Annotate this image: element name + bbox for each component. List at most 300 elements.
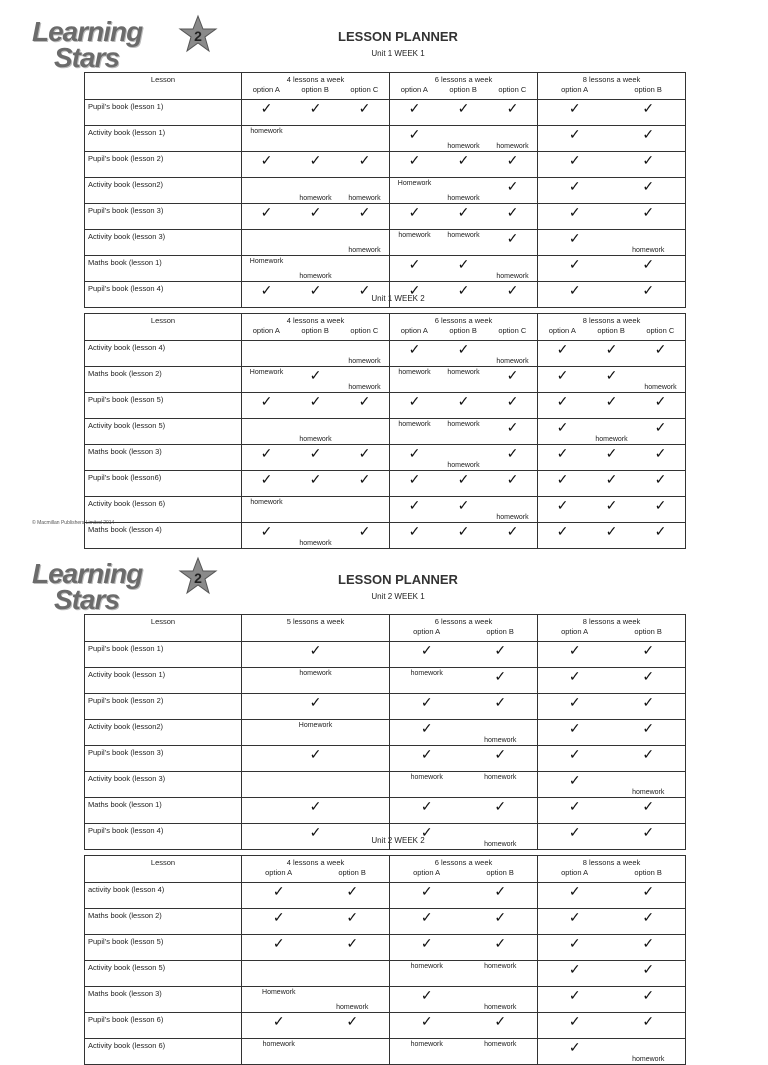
homework-label: homework <box>632 789 665 796</box>
cell-slot <box>439 523 488 548</box>
check-icon: ✓ <box>408 152 421 168</box>
cell-slot <box>390 720 464 745</box>
cell-slot <box>488 471 537 496</box>
plan-cell <box>242 126 390 152</box>
check-icon: ✓ <box>457 497 470 513</box>
lesson-name: Pupil’s book (lesson 1) <box>85 642 242 668</box>
check-icon: ✓ <box>605 445 618 461</box>
group-label: 4 lessons a week <box>286 316 345 325</box>
cell-slot <box>538 798 612 823</box>
cell-slot <box>242 694 389 719</box>
check-icon: ✓ <box>494 798 507 814</box>
cell-slot <box>612 961 686 986</box>
homework-label: homework <box>496 143 529 150</box>
star-level-icon <box>178 556 218 596</box>
plan-cell <box>390 367 538 393</box>
check-icon: ✓ <box>642 152 655 168</box>
plan-cell <box>538 798 686 824</box>
check-icon: ✓ <box>408 341 421 357</box>
plan-cell <box>242 883 390 909</box>
homework-label: Homework <box>262 989 296 996</box>
cell-slot <box>390 497 439 522</box>
check-icon: ✓ <box>642 746 655 762</box>
cell-slot <box>587 393 636 418</box>
plan-cell <box>242 100 390 126</box>
plan-cell <box>538 909 686 935</box>
cell-slot <box>612 126 686 151</box>
check-icon: ✓ <box>309 642 322 658</box>
homework-label: homework <box>250 128 283 135</box>
plan-cell <box>242 668 390 694</box>
check-icon: ✓ <box>457 152 470 168</box>
check-icon: ✓ <box>568 1039 581 1055</box>
group-label: 5 lessons a week <box>286 617 345 626</box>
check-icon: ✓ <box>642 642 655 658</box>
cell-slot <box>538 720 612 745</box>
check-icon: ✓ <box>642 694 655 710</box>
check-icon: ✓ <box>408 445 421 461</box>
homework-label: homework <box>410 670 443 677</box>
cell-slot <box>242 883 316 908</box>
cell-slot <box>538 100 612 125</box>
plan-cell <box>538 204 686 230</box>
cell-slot <box>612 909 686 934</box>
plan-cell <box>538 282 686 308</box>
lesson-name: Pupil’s book (lesson 6) <box>85 1013 242 1039</box>
table-row <box>85 419 686 445</box>
check-icon: ✓ <box>506 523 519 539</box>
cell-slot <box>291 393 340 418</box>
lesson-table-unit2-week1 <box>84 614 686 850</box>
cell-slot <box>390 126 439 151</box>
cell-slot <box>612 282 686 307</box>
plan-cell <box>390 126 538 152</box>
lesson-table-unit1-week2 <box>84 313 686 549</box>
option-label: option B <box>634 868 662 877</box>
cell-slot <box>488 445 537 470</box>
check-icon: ✓ <box>568 1013 581 1029</box>
cell-slot <box>291 152 340 177</box>
cell-slot <box>612 798 686 823</box>
section-subtitle: Unit 2 WEEK 2 <box>371 836 425 845</box>
lesson-name: Pupil’s book (lesson 4) <box>85 282 242 308</box>
check-icon: ✓ <box>260 471 273 487</box>
check-icon: ✓ <box>358 204 371 220</box>
check-icon: ✓ <box>568 204 581 220</box>
column-header-lesson: Lesson <box>85 856 242 883</box>
lesson-name: Pupil’s book (lesson 5) <box>85 393 242 419</box>
plan-cell <box>390 393 538 419</box>
plan-cell <box>242 393 390 419</box>
check-icon: ✓ <box>568 720 581 736</box>
table-row <box>85 445 686 471</box>
group-label: 8 lessons a week <box>582 316 641 325</box>
option-label: option A <box>400 326 428 335</box>
check-icon: ✓ <box>420 720 433 736</box>
cell-slot <box>488 152 537 177</box>
cell-slot <box>538 152 612 177</box>
column-group-header <box>538 856 686 883</box>
cell-slot <box>538 1039 612 1064</box>
check-icon: ✓ <box>272 935 285 951</box>
group-label: 8 lessons a week <box>582 858 641 867</box>
cell-slot <box>636 419 685 444</box>
check-icon: ✓ <box>309 746 322 762</box>
lesson-name: Maths book (lesson 3) <box>85 445 242 471</box>
empty-slot <box>340 126 389 151</box>
plan-cell <box>538 126 686 152</box>
option-label: option B <box>634 627 662 636</box>
option-label: option C <box>498 326 527 335</box>
empty-slot <box>316 961 390 986</box>
table-row <box>85 935 686 961</box>
cell-slot <box>538 341 587 366</box>
cell-slot <box>538 824 612 849</box>
cell-slot <box>538 497 587 522</box>
check-icon: ✓ <box>457 393 470 409</box>
cell-slot <box>390 282 439 307</box>
check-icon: ✓ <box>408 282 421 298</box>
cell-slot <box>612 256 686 281</box>
check-icon: ✓ <box>408 126 421 142</box>
plan-cell <box>390 642 538 668</box>
empty-slot <box>291 341 340 366</box>
check-icon: ✓ <box>605 523 618 539</box>
check-icon: ✓ <box>358 471 371 487</box>
option-label: option A <box>561 627 589 636</box>
homework-label: homework <box>299 670 332 677</box>
cell-slot <box>612 642 686 667</box>
empty-slot <box>291 497 340 522</box>
check-icon: ✓ <box>642 798 655 814</box>
homework-label: homework <box>410 963 443 970</box>
homework-label: homework <box>484 841 517 848</box>
column-group-header <box>390 314 538 341</box>
option-label: option C <box>646 326 675 335</box>
check-icon: ✓ <box>457 256 470 272</box>
option-label: option A <box>561 85 589 94</box>
check-icon: ✓ <box>642 824 655 840</box>
cell-slot <box>538 471 587 496</box>
cell-slot <box>538 746 612 771</box>
check-icon: ✓ <box>654 393 667 409</box>
cell-slot <box>242 935 316 960</box>
cell-slot <box>636 497 685 522</box>
check-icon: ✓ <box>260 445 273 461</box>
cell-slot <box>439 282 488 307</box>
check-icon: ✓ <box>309 367 322 383</box>
plan-cell <box>242 1039 390 1065</box>
lesson-name: Activity book (lesson 4) <box>85 341 242 367</box>
lesson-name: Activity book (lesson2) <box>85 720 242 746</box>
check-icon: ✓ <box>309 204 322 220</box>
check-icon: ✓ <box>506 152 519 168</box>
check-icon: ✓ <box>642 126 655 142</box>
cell-slot <box>464 668 538 693</box>
check-icon: ✓ <box>408 471 421 487</box>
table-row <box>85 987 686 1013</box>
column-group-header <box>538 615 686 642</box>
option-label: option B <box>486 627 514 636</box>
plan-cell <box>538 1039 686 1065</box>
plan-cell <box>390 987 538 1013</box>
homework-label: homework <box>299 436 332 443</box>
cell-slot <box>291 204 340 229</box>
homework-label: homework <box>299 273 332 280</box>
lesson-name: Pupil’s book (lesson 2) <box>85 152 242 178</box>
lesson-table-unit1-week1 <box>84 72 686 308</box>
table-row <box>85 824 686 850</box>
cell-slot <box>636 393 685 418</box>
option-label: option B <box>301 326 329 335</box>
check-icon: ✓ <box>642 987 655 1003</box>
plan-cell <box>538 523 686 549</box>
section-subtitle: Unit 1 WEEK 1 <box>371 49 425 58</box>
check-icon: ✓ <box>420 642 433 658</box>
check-icon: ✓ <box>654 419 667 435</box>
empty-slot <box>291 126 340 151</box>
homework-label: homework <box>262 1041 295 1048</box>
plan-cell <box>390 668 538 694</box>
empty-slot <box>340 419 389 444</box>
table-row <box>85 497 686 523</box>
cell-slot <box>390 642 464 667</box>
cell-slot <box>587 523 636 548</box>
check-icon: ✓ <box>457 341 470 357</box>
cell-slot <box>340 100 389 125</box>
cell-slot <box>612 883 686 908</box>
cell-slot <box>538 230 612 255</box>
cell-slot <box>488 100 537 125</box>
plan-cell <box>538 497 686 523</box>
cell-slot <box>612 152 686 177</box>
plan-cell <box>242 1013 390 1039</box>
check-icon: ✓ <box>506 204 519 220</box>
cell-slot <box>538 987 612 1012</box>
lesson-name: Pupil’s book (lesson 3) <box>85 204 242 230</box>
plan-cell <box>390 497 538 523</box>
cell-slot <box>439 256 488 281</box>
check-icon: ✓ <box>408 523 421 539</box>
cell-slot <box>291 445 340 470</box>
option-label: option B <box>634 85 662 94</box>
check-icon: ✓ <box>568 987 581 1003</box>
check-icon: ✓ <box>605 341 618 357</box>
copyright-notice: © Macmillan Publishers Limited 2014 <box>32 520 115 526</box>
check-icon: ✓ <box>494 935 507 951</box>
plan-cell <box>538 746 686 772</box>
check-icon: ✓ <box>494 746 507 762</box>
lesson-name: Activity book (lesson 3) <box>85 230 242 256</box>
homework-label: homework <box>496 514 529 521</box>
cell-slot <box>538 445 587 470</box>
check-icon: ✓ <box>642 668 655 684</box>
cell-slot <box>538 282 612 307</box>
cell-slot <box>538 1013 612 1038</box>
cell-slot <box>636 341 685 366</box>
plan-cell <box>538 772 686 798</box>
check-icon: ✓ <box>506 445 519 461</box>
column-header-lesson: Lesson <box>85 615 242 642</box>
cell-slot <box>464 746 538 771</box>
option-label: option C <box>350 326 379 335</box>
cell-slot <box>242 746 389 771</box>
plan-cell <box>538 445 686 471</box>
check-icon: ✓ <box>556 497 569 513</box>
cell-slot <box>390 471 439 496</box>
check-icon: ✓ <box>506 282 519 298</box>
check-icon: ✓ <box>408 393 421 409</box>
table-row <box>85 341 686 367</box>
homework-label: Homework <box>298 722 333 729</box>
cell-slot <box>488 204 537 229</box>
plan-cell <box>390 909 538 935</box>
check-icon: ✓ <box>556 419 569 435</box>
check-icon: ✓ <box>260 393 273 409</box>
cell-slot <box>390 445 439 470</box>
plan-cell <box>538 694 686 720</box>
check-icon: ✓ <box>309 824 322 840</box>
plan-cell <box>242 824 390 850</box>
plan-cell <box>538 100 686 126</box>
check-icon: ✓ <box>420 694 433 710</box>
plan-cell <box>538 230 686 256</box>
cell-slot <box>439 471 488 496</box>
check-icon: ✓ <box>506 471 519 487</box>
cell-slot <box>464 798 538 823</box>
plan-cell <box>390 1013 538 1039</box>
plan-cell <box>390 798 538 824</box>
homework-label: homework <box>447 232 480 239</box>
homework-label: homework <box>484 963 517 970</box>
section-subtitle: Unit 1 WEEK 2 <box>371 294 425 303</box>
check-icon: ✓ <box>642 961 655 977</box>
lesson-table-unit2-week2 <box>84 855 686 1065</box>
cell-slot <box>587 445 636 470</box>
check-icon: ✓ <box>506 367 519 383</box>
lesson-name: Activity book (lesson 5) <box>85 419 242 445</box>
cell-slot <box>390 824 464 849</box>
table-row <box>85 694 686 720</box>
cell-slot <box>390 523 439 548</box>
check-icon: ✓ <box>420 935 433 951</box>
check-icon: ✓ <box>556 445 569 461</box>
check-icon: ✓ <box>260 282 273 298</box>
option-label: option B <box>597 326 625 335</box>
check-icon: ✓ <box>408 256 421 272</box>
homework-label: homework <box>484 1004 517 1011</box>
column-group-header <box>242 856 390 883</box>
table-row <box>85 230 686 256</box>
cell-slot <box>636 471 685 496</box>
logo-word-learning: Learning <box>32 558 143 589</box>
check-icon: ✓ <box>309 471 322 487</box>
plan-cell <box>538 668 686 694</box>
lesson-name: Activity book (lesson 3) <box>85 772 242 798</box>
check-icon: ✓ <box>272 1013 285 1029</box>
option-label: option A <box>548 326 576 335</box>
check-icon: ✓ <box>494 1013 507 1029</box>
cell-slot <box>242 152 291 177</box>
lesson-name: Maths book (lesson 2) <box>85 367 242 393</box>
check-icon: ✓ <box>642 282 655 298</box>
plan-cell <box>390 961 538 987</box>
logo-word-learning: Learning <box>32 16 143 47</box>
check-icon: ✓ <box>568 798 581 814</box>
lesson-name: Activity book (lesson 1) <box>85 126 242 152</box>
homework-label: homework <box>336 1004 369 1011</box>
cell-slot <box>439 497 488 522</box>
cell-slot <box>316 935 390 960</box>
table-row <box>85 746 686 772</box>
table-row <box>85 256 686 282</box>
table-row <box>85 178 686 204</box>
cell-slot <box>291 367 340 392</box>
option-label: option A <box>252 85 280 94</box>
plan-cell <box>242 909 390 935</box>
check-icon: ✓ <box>260 523 273 539</box>
plan-cell <box>242 282 390 308</box>
cell-slot <box>242 798 389 823</box>
plan-cell <box>538 393 686 419</box>
homework-label: homework <box>299 195 332 202</box>
cell-slot <box>242 909 316 934</box>
check-icon: ✓ <box>642 178 655 194</box>
cell-slot <box>538 694 612 719</box>
cell-slot <box>390 1013 464 1038</box>
column-group-header <box>390 73 538 100</box>
cell-slot <box>316 909 390 934</box>
check-icon: ✓ <box>457 471 470 487</box>
plan-cell <box>538 883 686 909</box>
column-header-lesson: Lesson <box>85 73 242 100</box>
plan-cell <box>538 256 686 282</box>
column-header-lesson: Lesson <box>85 314 242 341</box>
check-icon: ✓ <box>408 100 421 116</box>
plan-cell <box>538 341 686 367</box>
homework-label: homework <box>398 421 431 428</box>
check-icon: ✓ <box>568 178 581 194</box>
page-title: LESSON PLANNER <box>338 29 458 44</box>
empty-slot <box>291 230 340 255</box>
cell-slot <box>390 393 439 418</box>
homework-label: homework <box>496 358 529 365</box>
group-label: 6 lessons a week <box>434 75 493 84</box>
cell-slot <box>291 100 340 125</box>
check-icon: ✓ <box>556 393 569 409</box>
check-icon: ✓ <box>568 100 581 116</box>
option-label: option B <box>449 326 477 335</box>
cell-slot <box>612 694 686 719</box>
lesson-name: Activity book (lesson 1) <box>85 668 242 694</box>
check-icon: ✓ <box>408 204 421 220</box>
cell-slot <box>538 126 612 151</box>
table-row <box>85 204 686 230</box>
homework-label: Homework <box>397 180 432 187</box>
cell-slot <box>340 523 389 548</box>
cell-slot <box>538 883 612 908</box>
plan-cell <box>538 367 686 393</box>
cell-slot <box>464 1013 538 1038</box>
plan-cell <box>242 204 390 230</box>
cell-slot <box>340 152 389 177</box>
check-icon: ✓ <box>272 909 285 925</box>
homework-label: homework <box>632 1056 665 1063</box>
cell-slot <box>464 935 538 960</box>
plan-cell <box>242 720 390 746</box>
cell-slot <box>612 720 686 745</box>
plan-cell <box>390 341 538 367</box>
